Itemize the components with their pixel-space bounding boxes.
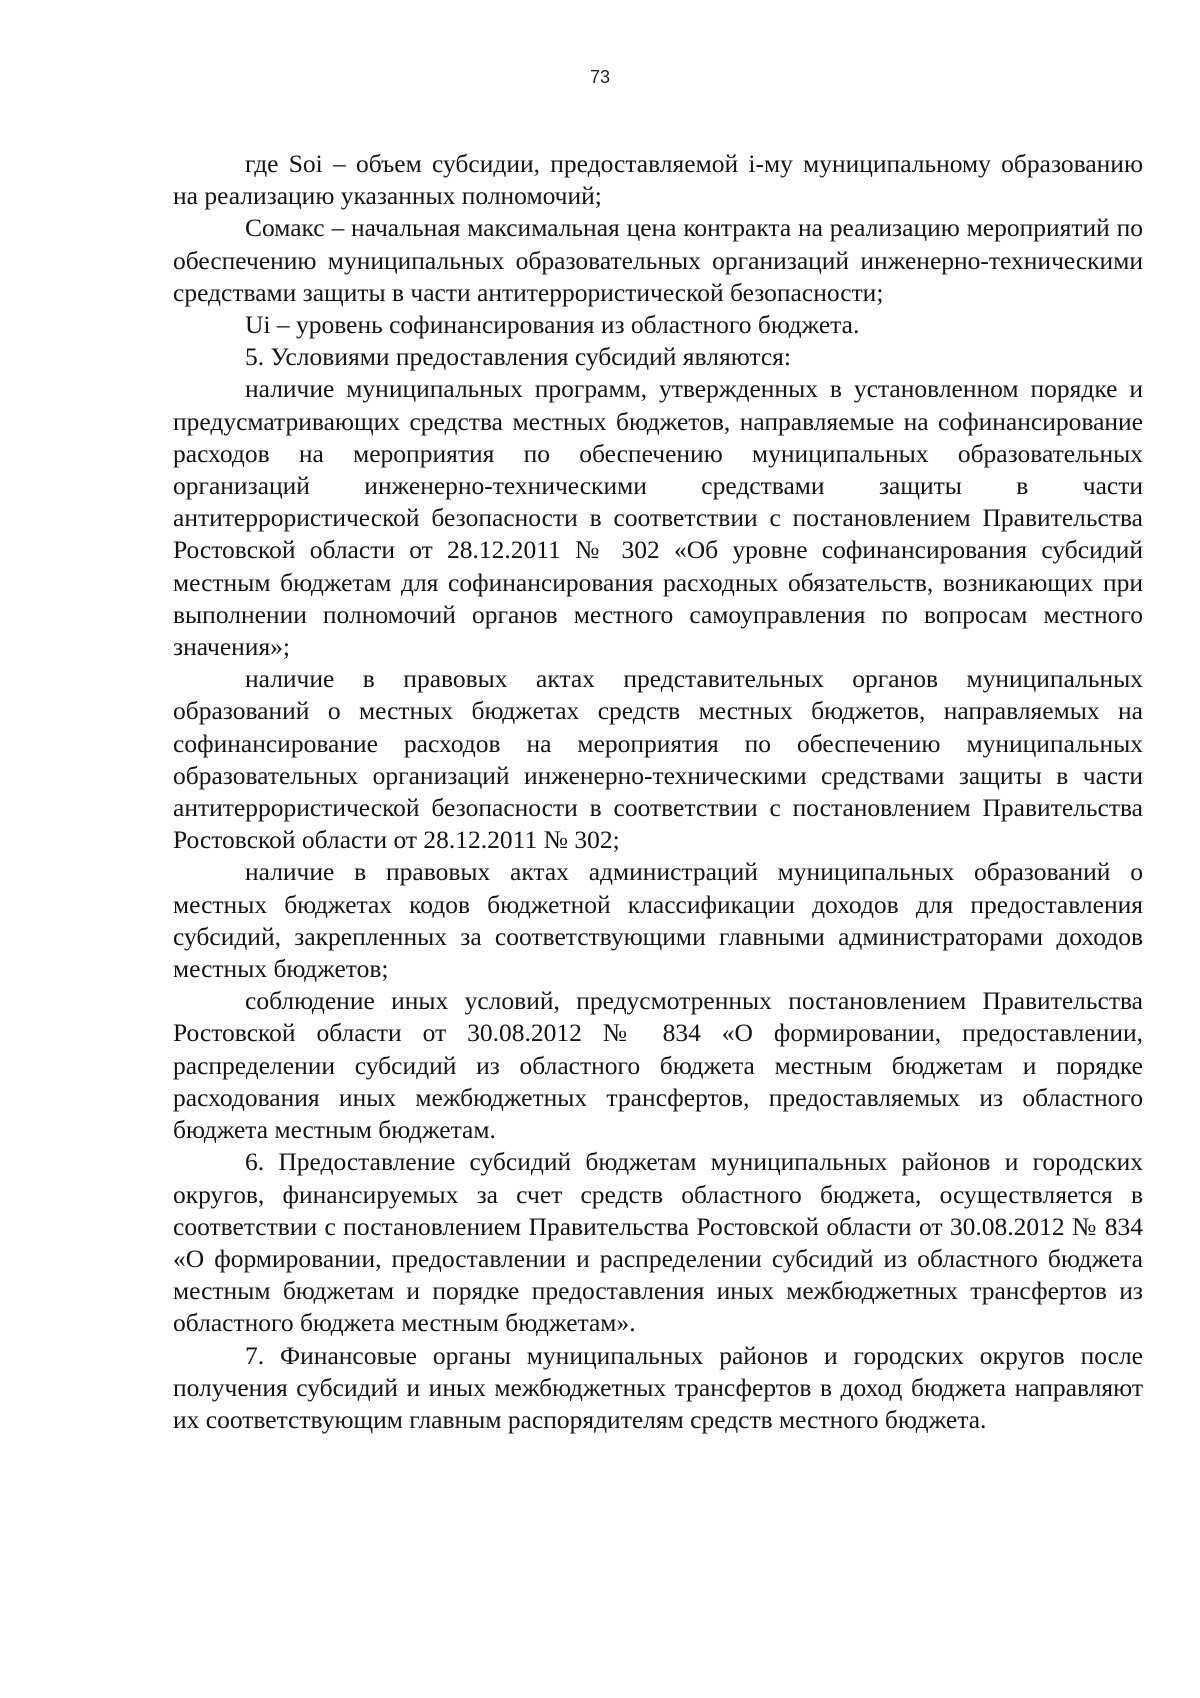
paragraph-somax-definition: Сомакс – начальная максимальная цена контракта на реализацию мероприятий по обеспечению муниципальных образовательных организаций инженерно-техническими средствами защиты в части антитеррористической безопасности; — [173, 213, 1143, 307]
paragraph-condition-legal-acts-representative: наличие в правовых актах представительных органов муниципальных образований о местных бюджетах средств местных бюджетов, направляемых на софинансирование расходов на мероприятия по обеспечению муниципальных образовательных организаций инженерно-техническими средствами защиты в части антитеррористической безопасности в соответствии с постановлением Правительства Ростовской области от 28.12.2011 № 302; — [173, 664, 1143, 855]
paragraph-ui-definition: Ui – уровень софинансирования из областного бюджета. — [245, 310, 860, 340]
page-number: 73 — [589, 67, 611, 87]
paragraph-condition-other: соблюдение иных условий, предусмотренных постановлением Правительства Ростовской области от 30.08.2012 № 834 «О формировании, предоставлении, распределении субсидий из областного бюджета местным бюджетам и порядке расходования иных межбюджетных трансфертов, предоставляемых из областного бюджета местным бюджетам. — [173, 986, 1143, 1145]
paragraph-item-6: 6. Предоставление субсидий бюджетам муниципальных районов и городских округов, финансируемых за счет средств областного бюджета, осуществляется в соответствии с постановлением Правительства Ростовской области от 30.08.2012 № 834 «О формировании, предоставлении и распределении субсидий из областного бюджета местным бюджетам и порядке предоставления иных межбюджетных трансфертов из областного бюджета местным бюджетам». — [173, 1147, 1143, 1338]
document-body — [173, 148, 1143, 1436]
paragraph-condition-legal-acts-administration: наличие в правовых актах администраций муниципальных образований о местных бюджетах кодов бюджетной классификации доходов для предоставления субсидий, закрепленных за соответствующими главными администраторами доходов местных бюджетов; — [173, 857, 1143, 984]
paragraph-item-5-heading: 5. Условиями предоставления субсидий являются: — [245, 342, 791, 372]
paragraph-condition-programs: наличие муниципальных программ, утвержденных в установленном порядке и предусматривающих средства местных бюджетов, направляемые на софинансирование расходов на мероприятия по обеспечению муниципальных образовательных организаций инженерно-техническими средствами защиты в части антитеррористической безопасности в соответствии с постановлением Правительства Ростовской области от 28.12.2011 № 302 «Об уровне софинансирования субсидий местным бюджетам для софинансирования расходных обязательств, возникающих при выполнении полномочий органов местного самоуправления по вопросам местного значения»; — [173, 374, 1143, 662]
paragraph-item-7: 7. Финансовые органы муниципальных районов и городских округов после получения субсидий и иных межбюджетных трансфертов в доход бюджета направляют их соответствующим главным распорядителям средств местного бюджета. — [173, 1340, 1143, 1434]
paragraph-soi-definition: где Soi – объем субсидии, предоставляемой i-му муниципальному образованию на реализацию указанных полномочий; — [173, 149, 1143, 211]
